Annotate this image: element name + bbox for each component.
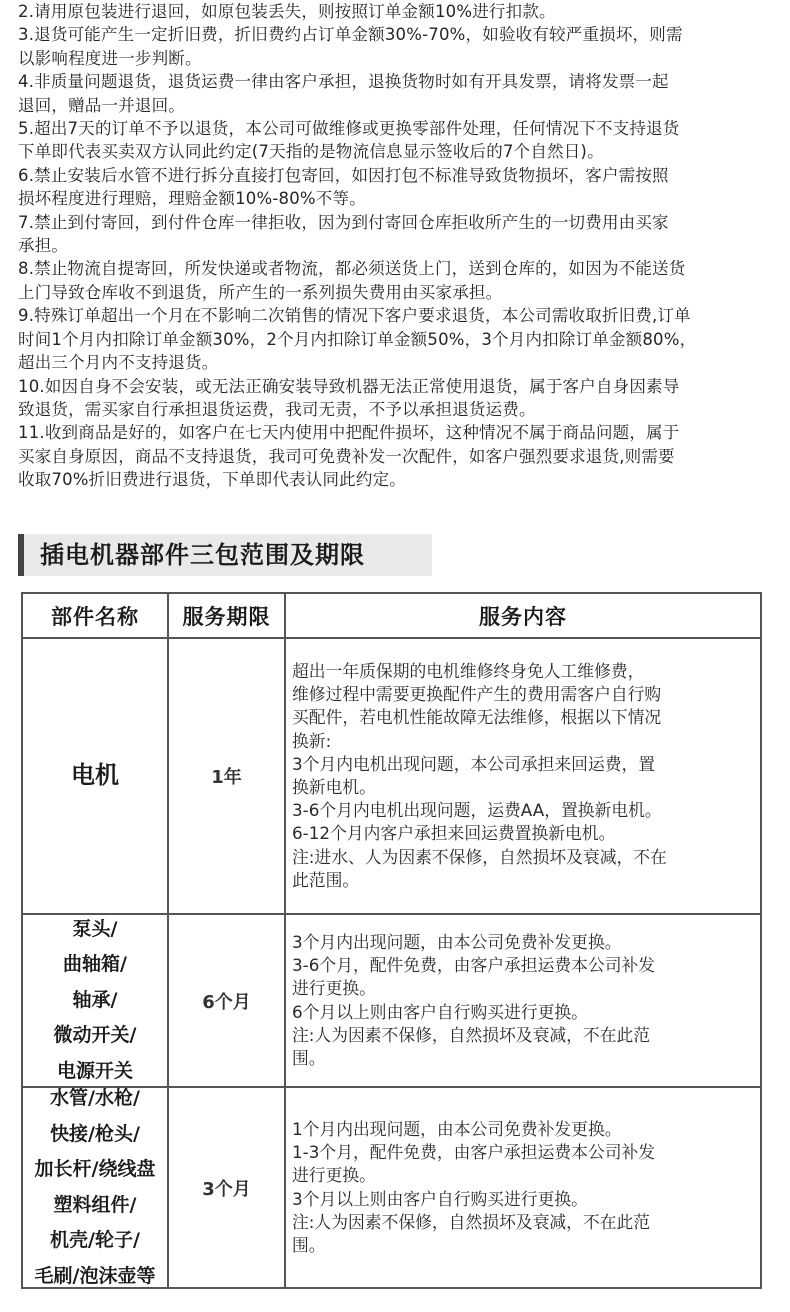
return-policy-text bbox=[18, 0, 784, 492]
policy-line: 10.如因自身不会安装，或无法正确安装导致机器无法正常使用退货，属于客户自身因素导 bbox=[18, 376, 680, 396]
service-content-line: 换新电机。 bbox=[292, 777, 376, 797]
policy-line: 9.特殊订单超出一个月在不影响二次销售的情况下客户要求退货，本公司需收取折旧费,订单 bbox=[18, 306, 691, 326]
section-header bbox=[18, 534, 432, 576]
service-content-line: 1-3个月，配件免费，由客户承担运费本公司补发 bbox=[292, 1142, 656, 1163]
service-content-line: 进行更换。 bbox=[292, 978, 376, 999]
service-content-line: 超出一年质保期的电机维修终身免人工维修费， bbox=[292, 660, 645, 681]
header-service-period: 服务期限 bbox=[169, 594, 286, 637]
section-title: 插电机器部件三包范围及期限 bbox=[40, 541, 365, 569]
policy-line: 退回，赠品一并退回。 bbox=[18, 95, 185, 115]
policy-line: 11.收到商品是好的，如客户在七天内使用中把配件损坏，这种情况不属于商品问题，属于 bbox=[18, 423, 680, 443]
policy-line: 6.禁止安装后水管不进行拆分直接打包寄回，如因打包不标准导致货物损坏，客户需按照 bbox=[18, 165, 669, 185]
policy-line: 损坏程度进行理赔，理赔金额10%-80%不等。 bbox=[18, 189, 366, 209]
service-content-cell bbox=[286, 1088, 760, 1287]
part-name-line: 曲轴箱/ bbox=[63, 953, 127, 976]
policy-line: 以影响程度进一步判断。 bbox=[18, 48, 202, 68]
policy-line: 2.请用原包装进行退回，如原包装丢失，则按照订单金额10%进行扣款。 bbox=[18, 2, 556, 21]
policy-line: 致退货，需买家自行承担退货运费，我司无责，不予以承担退货运费。 bbox=[18, 399, 536, 419]
service-content-line: 1个月内出现问题，由本公司免费补发更换。 bbox=[292, 1118, 622, 1139]
service-content-cell bbox=[286, 915, 760, 1086]
service-period-cell: 3个月 bbox=[169, 1088, 286, 1287]
service-content-line: 3个月以上则由客户自行购买进行更换。 bbox=[292, 1188, 588, 1209]
policy-line: 8.禁止物流自提寄回，所发快递或者物流，都必须送货上门，送到仓库的，如因为不能送货 bbox=[18, 259, 686, 279]
service-period-cell: 1年 bbox=[169, 639, 286, 913]
part-name-line: 快接/枪头/ bbox=[50, 1122, 140, 1145]
service-content-line: 注:人为因素不保修，自然损坏及衰减，不在此范 bbox=[292, 1211, 651, 1232]
service-content-line: 3个月内出现问题，由本公司免费补发更换。 bbox=[292, 931, 622, 952]
table-row bbox=[23, 1088, 760, 1287]
policy-line: 3.退货可能产生一定折旧费，折旧费约占订单金额30%-70%，如验收有较严重损坏，则需 bbox=[18, 25, 683, 45]
part-name-cell bbox=[23, 639, 169, 913]
part-name-line: 轴承/ bbox=[72, 988, 118, 1011]
service-content-line: 注:人为因素不保修，自然损坏及衰减，不在此范 bbox=[292, 1024, 651, 1045]
policy-line: 5.超出7天的订单不予以退货，本公司可做维修或更换零部件处理，任何情况下不支持退货 bbox=[18, 119, 680, 139]
part-name-line: 毛刷/泡沫壶等 bbox=[34, 1264, 156, 1287]
part-name-cell bbox=[23, 1088, 169, 1287]
service-content-line: 换新: bbox=[292, 730, 332, 751]
service-content-line: 进行更换。 bbox=[292, 1165, 376, 1186]
service-content-line: 维修过程中需要更换配件产生的费用需客户自行购 bbox=[292, 684, 662, 705]
part-name-line: 电源开关 bbox=[56, 1059, 133, 1082]
service-content-line: 围。 bbox=[292, 1234, 326, 1255]
section-accent-bar bbox=[18, 534, 24, 576]
policy-line: 4.非质量问题退货，退货运费一律由客户承担，退换货物时如有开具发票，请将发票一起 bbox=[18, 72, 669, 92]
service-content-line: 6个月以上则由客户自行购买进行更换。 bbox=[292, 1001, 588, 1022]
header-service-content: 服务内容 bbox=[479, 604, 567, 629]
service-content-line: 3-6个月内电机出现问题，运费AA，置换新电机。 bbox=[292, 800, 662, 821]
part-name-line: 微动开关/ bbox=[53, 1024, 137, 1047]
service-content-line: 注:进水、人为因素不保修，自然损坏及衰减，不在 bbox=[292, 846, 667, 867]
service-content-line: 3-6个月，配件免费，由客户承担运费本公司补发 bbox=[292, 955, 656, 976]
policy-line: 买家自身原因，商品不支持退货，我司可免费补发一次配件，如客户强烈要求退货,则需要 bbox=[18, 446, 675, 466]
part-name-line: 塑料组件/ bbox=[53, 1193, 137, 1216]
table-row bbox=[23, 915, 760, 1088]
table-header-row bbox=[23, 594, 760, 639]
policy-line: 收取70%折旧费进行退货，下单即代表认同此约定。 bbox=[18, 470, 406, 490]
policy-line: 承担。 bbox=[18, 236, 69, 256]
part-name-line: 加长杆/绕线盘 bbox=[34, 1158, 156, 1180]
policy-line: 超出三个月内不支持退货。 bbox=[18, 353, 219, 373]
service-content-line: 此范围。 bbox=[292, 869, 360, 890]
part-name-line: 泵头/ bbox=[72, 917, 118, 940]
service-content-cell bbox=[286, 639, 760, 913]
part-name-line: 水管/水枪/ bbox=[50, 1087, 140, 1109]
table-row bbox=[23, 639, 760, 915]
policy-line: 下单即代表买卖双方认同此约定(7天指的是物流信息显示签收后的7个自然日)。 bbox=[18, 142, 604, 162]
warranty-table bbox=[21, 592, 762, 1289]
part-name-line: 机壳/轮子/ bbox=[50, 1229, 140, 1251]
part-name-cell bbox=[23, 915, 169, 1086]
policy-line: 7.禁止到付寄回，到付件仓库一律拒收，因为到付寄回仓库拒收所产生的一切费用由买家 bbox=[18, 212, 669, 232]
policy-line: 上门导致仓库收不到退货，所产生的一系列损失费用由买家承担。 bbox=[18, 282, 503, 302]
part-name-line: 电机 bbox=[71, 761, 119, 790]
policy-line: 时间1个月内扣除订单金额30%，2个月内扣除订单金额50%，3个月内扣除订单金额80%， bbox=[18, 329, 697, 349]
header-part-name: 部件名称 bbox=[23, 594, 169, 637]
service-content-line: 3个月内电机出现问题，本公司承担来回运费，置 bbox=[292, 753, 656, 774]
service-content-line: 买配件，若电机性能故障无法维修，根据以下情况 bbox=[292, 707, 662, 728]
service-content-line: 围。 bbox=[292, 1047, 326, 1068]
service-content-line: 6-12个月内客户承担来回运费置换新电机。 bbox=[292, 823, 616, 844]
service-period-cell: 6个月 bbox=[169, 915, 286, 1086]
